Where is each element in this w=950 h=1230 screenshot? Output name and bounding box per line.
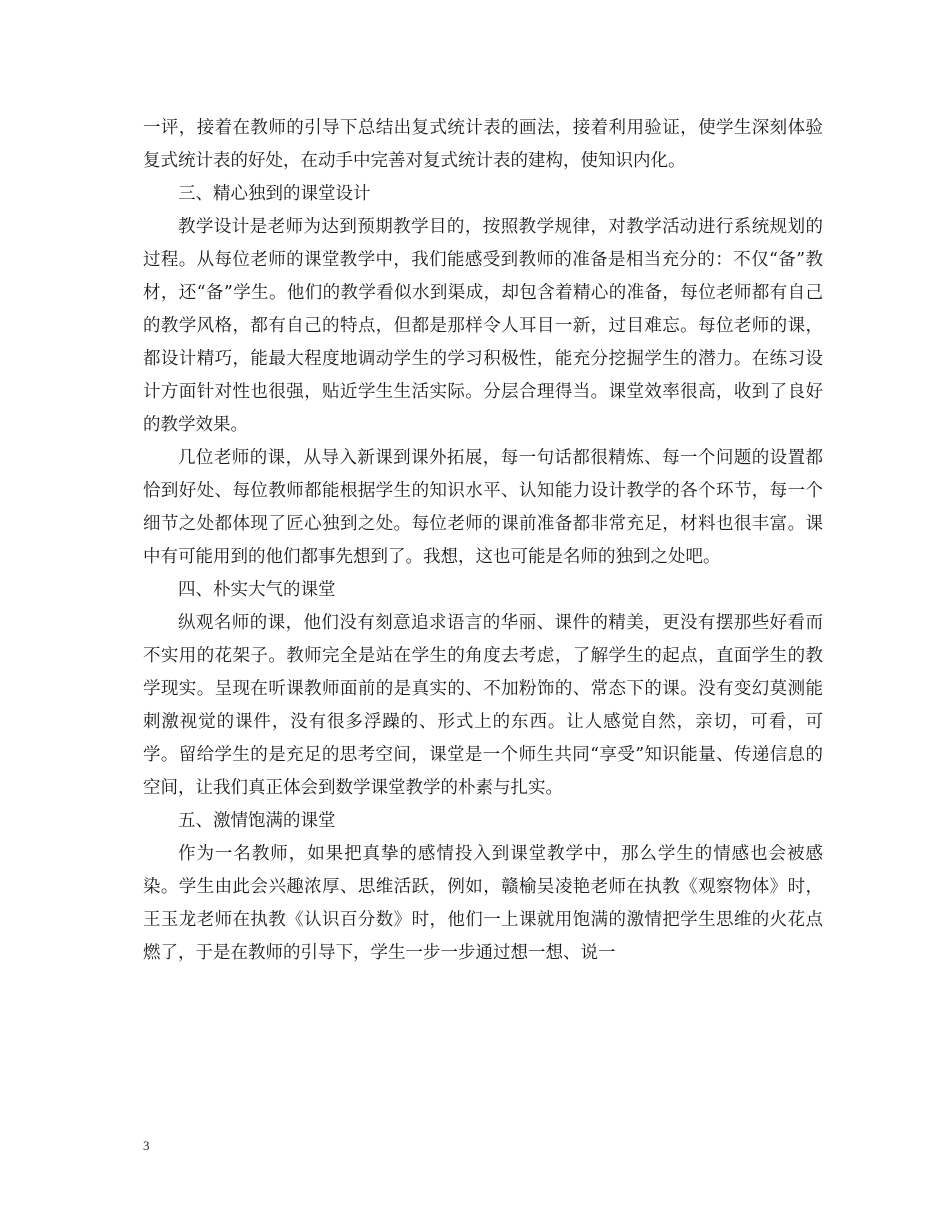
- document-body: [143, 112, 823, 970]
- paragraph-design-1: 教学设计是老师为达到预期教学目的，按照教学规律，对教学活动进行系统规划的过程。从每位老师的课堂教学中，我们能感受到教师的准备是相当充分的：不仅“备”教材，还“备”学生。他们的教学看似水到渠成，却包含着精心的准备，每位老师都有自己的教学风格，都有自己的特点，但都是那样令人耳目一新，过目难忘。每位老师的课，都设计精巧，能最大程度地调动学生的学习积极性，能充分挖掘学生的潜力。在练习设计方面针对性也很强，贴近学生生活实际。分层合理得当。课堂效率很高，收到了良好的教学效果。: [143, 217, 823, 435]
- paragraph-design-2: 几位老师的课，从导入新课到课外拓展，每一句话都很精炼、每一个问题的设置都恰到好处、每位教师都能根据学生的知识水平、认知能力设计教学的各个环节，每一个细节之处都体现了匠心独到之处。每位老师的课前准备都非常充足，材料也很丰富。课中有可能用到的他们都事先想到了。我想，这也可能是名师的独到之处吧。: [143, 448, 823, 567]
- section-heading-5: 五、激情饱满的课堂: [178, 811, 336, 831]
- page-number: 3: [143, 1138, 150, 1153]
- section-heading-3: 三、精心独到的课堂设计: [178, 184, 371, 204]
- paragraph-passion: 作为一名教师，如果把真挚的感情投入到课堂教学中，那么学生的情感也会被感染。学生由此会兴趣浓厚、思维活跃，例如，赣榆吴凌艳老师在执教《观察物体》时，王玉龙老师在执教《认识百分数》时，他们一上课就用饱满的激情把学生思维的火花点燃了，于是在教师的引导下，学生一步一步通过想一想、说一: [143, 844, 823, 963]
- paragraph-plain: 纵观名师的课，他们没有刻意追求语言的华丽、课件的精美，更没有摆那些好看而不实用的花架子。教师完全是站在学生的角度去考虑，了解学生的起点，直面学生的教学现实。呈现在听课教师面前的是真实的、不加粉饰的、常态下的课。没有变幻莫测能刺激视觉的课件，没有很多浮躁的、形式上的东西。让人感觉自然，亲切，可看，可学。留给学生的是充足的思考空间，课堂是一个师生共同“享受”知识能量、传递信息的空间，让我们真正体会到数学课堂教学的朴素与扎实。: [143, 613, 823, 798]
- paragraph-intro: 一评，接着在教师的引导下总结出复式统计表的画法，接着利用验证，使学生深刻体验复式统计表的好处，在动手中完善对复式统计表的建构，使知识内化。: [143, 118, 823, 171]
- section-heading-4: 四、朴实大气的课堂: [178, 580, 336, 600]
